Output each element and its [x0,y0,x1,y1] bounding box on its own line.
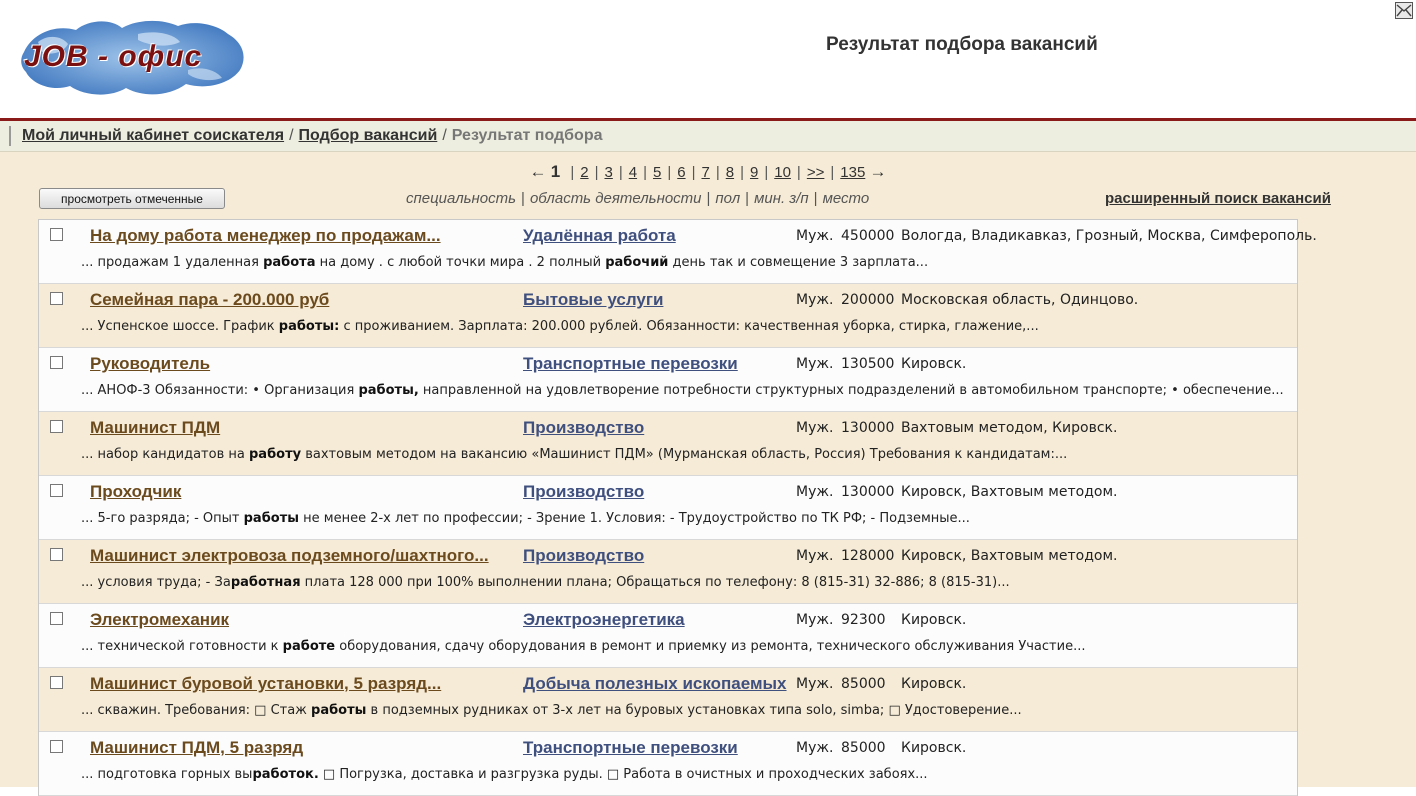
vacancy-snippet [81,639,1085,654]
snippet-text: плата 128 000 при 100% выполнении плана; Обращаться по телефону: 8 (815-31) 32-886; 8 (815-31)... [300,575,1010,590]
vacancy-salary: 200000 [841,292,895,308]
vacancy-snippet [81,703,1022,718]
vacancy-row [39,220,1317,284]
pager-separator: | [691,164,696,181]
vacancy-title-link[interactable]: На дому работа менеджер по продажам... [90,226,441,245]
snippet-text: ... подготовка горных вы [81,767,253,782]
vacancy-checkbox[interactable] [50,228,63,241]
vacancy-row [39,412,1297,476]
vacancy-gender: Муж. [796,292,834,308]
snippet-text: вахтовым методом на вакансию «Машинист ПДМ» (Мурманская область, Россия) Требования к кандидатам:... [301,447,1068,462]
pager-separator: | [830,164,835,181]
breadcrumb-separator: / [442,127,447,144]
pager-page-link[interactable]: 135 [840,164,866,181]
vacancy-salary: 130000 [841,484,895,500]
vacancy-checkbox[interactable] [50,292,63,305]
pager-page-link[interactable]: 9 [749,164,759,181]
pager-separator: | [594,164,599,181]
vacancy-location: Кировск, Вахтовым методом. [901,484,1118,500]
sort-separator: | [813,190,818,207]
snippet-highlight: работок. [252,767,319,782]
snippet-text: ... продажам 1 удаленная [81,255,264,270]
vacancy-checkbox[interactable] [50,356,63,369]
site-logo[interactable] [18,12,250,100]
vacancy-title-link[interactable]: Машинист ПДМ, 5 разряд [90,738,304,757]
vacancy-salary: 130500 [841,356,895,372]
results-list [38,219,1317,796]
snippet-text: ... Успенское шоссе. График [81,319,279,334]
sort-option[interactable]: специальность [406,190,517,207]
pager-next-arrow[interactable]: → [869,162,887,181]
snippet-text: ... набор кандидатов на [81,447,249,462]
snippet-highlight: работы [311,703,367,718]
snippet-text: ... АНОФ-3 Обязанности: • Организация [81,383,359,398]
page-title: Результат подбора вакансий [826,34,1098,55]
vacancy-snippet [81,255,928,270]
vacancy-location: Московская область, Одинцово. [901,292,1139,308]
pager-separator: | [715,164,720,181]
breadcrumb [22,127,603,145]
snippet-highlight: рабочий [605,255,669,270]
vacancy-title-link[interactable]: Машинист буровой установки, 5 разряд... [90,674,442,693]
pager-separator: | [740,164,744,181]
pager-page-link[interactable]: 6 [677,164,686,181]
advanced-search-link[interactable]: расширенный поиск вакансий [1105,190,1331,207]
vacancy-title-link[interactable]: Семейная пара - 200.000 руб [90,290,330,309]
vacancy-snippet [81,319,1039,334]
breadcrumb-bar [0,121,1416,152]
vacancy-category-link[interactable]: Транспортные перевозки [523,354,738,373]
vacancy-salary: 128000 [841,548,895,564]
vacancy-salary: 450000 [841,228,895,244]
sort-separator: | [745,190,750,207]
vacancy-title-link[interactable]: Руководитель [90,354,211,373]
vacancy-gender: Муж. [796,420,834,436]
breadcrumb-separator: / [289,127,294,144]
breadcrumb-item-vacancy-search[interactable]: Подбор вакансий [298,127,438,144]
snippet-highlight: работы [243,511,299,526]
vacancy-gender: Муж. [796,356,834,372]
pager-current-page: 1 [550,162,561,181]
snippet-text: на дому . с любой точки мира . 2 полный [315,255,606,270]
vacancy-checkbox[interactable] [50,740,63,753]
breadcrumb-divider [9,126,11,146]
logo-text: JOB - офис [24,40,203,73]
vacancy-category-link[interactable]: Электроэнергетика [523,610,685,629]
vacancy-snippet [81,575,1010,590]
vacancy-row [39,540,1297,604]
pager-page-link[interactable]: 10 [774,164,791,181]
vacancy-row [39,732,1297,796]
envelope-icon [1396,3,1412,18]
sort-option[interactable]: область деятельности [529,190,702,207]
vacancy-row [39,668,1297,732]
vacancy-row [39,348,1297,412]
snippet-highlight: работы, [358,383,419,398]
vacancy-row [39,284,1297,348]
vacancy-checkbox[interactable] [50,548,63,561]
vacancy-category-link[interactable]: Производство [523,418,645,437]
snippet-text: оборудования, сдачу оборудования в ремонт и приемку из ремонта, технического обслуживания Участие... [335,639,1086,654]
vacancy-location: Кировск, Вахтовым методом. [901,548,1118,564]
vacancy-snippet [81,511,970,526]
vacancy-snippet [81,447,1067,462]
pager-pages [564,164,865,181]
vacancy-gender: Муж. [796,228,834,244]
vacancy-checkbox[interactable] [50,612,63,625]
snippet-highlight: работе [282,639,336,654]
pagination [0,162,1416,182]
snippet-text: ... скважин. Требования: □ Стаж [81,703,312,718]
pager-page-link[interactable]: 7 [701,164,710,181]
vacancy-row [39,604,1297,668]
vacancy-location: Кировск. [901,612,967,628]
pager-separator: | [570,164,575,181]
vacancy-title-link[interactable]: Электромеханик [90,610,230,629]
vacancy-snippet [81,767,928,782]
vacancy-gender: Муж. [796,676,834,692]
vacancy-category-link[interactable]: Транспортные перевозки [523,738,738,757]
vacancy-salary: 130000 [841,420,895,436]
pager-separator: | [764,164,769,181]
pager-prev-arrow[interactable]: ← [529,162,547,181]
snippet-highlight: работу [248,447,302,462]
vacancy-location: Кировск. [901,356,967,372]
snippet-text: ... 5-го разряда; - Опыт [81,511,244,526]
vacancy-gender: Муж. [796,740,834,756]
pager-separator: | [796,164,801,181]
pager-page-link[interactable]: 2 [580,164,589,181]
vacancy-checkbox[interactable] [50,420,63,433]
pager-page-link[interactable]: 3 [604,164,613,181]
vacancy-location: Вахтовым методом, Кировск. [901,420,1118,436]
snippet-text: с проживанием. Зарплата: 200.000 рублей. Обязанности: качественная уборка, стирка, глажение,... [339,319,1039,334]
pager-separator: | [667,164,672,181]
vacancy-title-link[interactable]: Проходчик [90,482,182,501]
vacancy-salary: 92300 [841,612,886,628]
pager-separator: | [618,164,623,181]
pager-page-link[interactable]: >> [806,164,825,181]
vacancy-salary: 85000 [841,740,886,756]
vacancy-gender: Муж. [796,612,834,628]
mail-icon[interactable] [1395,2,1413,19]
vacancy-row [39,476,1297,540]
vacancy-location: Кировск. [901,676,967,692]
vacancy-salary: 85000 [841,676,886,692]
vacancy-category-link[interactable]: Производство [523,546,645,565]
snippet-text: направленной на удовлетворение потребности структурных подразделений в автомобильном транспорте; • обеспечение... [418,383,1284,398]
sort-option[interactable]: мин. з/п [754,190,809,207]
snippet-highlight: работы: [278,319,340,334]
vacancy-category-link[interactable]: Удалённая работа [523,226,676,245]
pager-page-link[interactable]: 8 [725,164,735,181]
vacancy-category-link[interactable]: Производство [523,482,645,501]
pager-page-link[interactable]: 5 [652,164,662,181]
pager-page-link[interactable]: 4 [628,164,638,181]
view-marked-button[interactable]: просмотреть отмеченные [39,188,225,209]
vacancy-checkbox[interactable] [50,484,63,497]
snippet-highlight: работная [230,575,301,590]
snippet-text: ... технической готовности к [81,639,283,654]
vacancy-title-link[interactable]: Машинист ПДМ [90,418,221,437]
vacancy-category-link[interactable]: Добыча полезных ископаемых [523,674,787,693]
snippet-text: не менее 2-х лет по профессии; - Зрение 1. Условия: - Трудоустройство по ТК РФ; - Подземные... [299,511,970,526]
snippet-text: ... условия труда; - За [81,575,231,590]
vacancy-category-link[interactable]: Бытовые услуги [523,290,664,309]
vacancy-snippet [81,383,1284,398]
sort-options [406,190,869,207]
vacancy-title-link[interactable]: Машинист электровоза подземного/шахтного... [90,546,489,565]
snippet-text: день так и совмещение 3 зарплата... [668,255,929,270]
sort-separator: | [521,190,525,207]
vacancy-location: Вологда, Владикавказ, Грозный, Москва, Симферополь. [901,228,1317,244]
sort-separator: | [706,190,711,207]
pager-separator: | [643,164,647,181]
snippet-text: □ Погрузка, доставка и разгрузка руды. □ Работа в очистных и проходческих забоях... [318,767,928,782]
breadcrumb-current: Результат подбора [451,127,603,144]
snippet-highlight: работа [263,255,316,270]
snippet-text: в подземных рудниках от 3-х лет на буровых установках типа solo, simba; □ Удостоверение... [366,703,1022,718]
vacancy-checkbox[interactable] [50,676,63,689]
sort-option[interactable]: пол [715,190,741,207]
main-content [0,152,1416,787]
sort-option[interactable]: место [822,190,870,207]
vacancy-gender: Муж. [796,484,834,500]
vacancy-gender: Муж. [796,548,834,564]
vacancy-location: Кировск. [901,740,967,756]
breadcrumb-item-cabinet[interactable]: Мой личный кабинет соискателя [22,127,285,144]
header [0,0,1416,121]
